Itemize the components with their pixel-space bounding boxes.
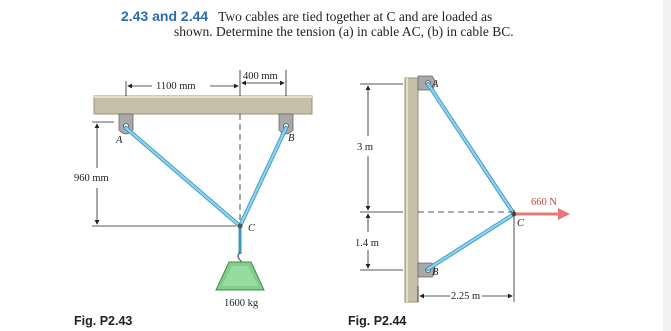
point-C-244: C — [517, 218, 525, 229]
problem-text-line2: shown. Determine the tension (a) in cable AC, (b) in cable BC. — [174, 24, 514, 39]
fig-p244-label: Fig. P2.44 — [348, 314, 407, 328]
weight-1600kg — [216, 262, 264, 290]
problem-numbers: 2.43 and 2.44 — [121, 8, 209, 24]
dim-1-4m: 1.4 m — [355, 238, 379, 249]
point-C-243: C — [248, 223, 256, 234]
point-B-244: B — [432, 267, 439, 278]
force-label: 660 N — [531, 197, 557, 208]
point-A-244: A — [432, 79, 439, 90]
ceiling-beam — [94, 96, 312, 114]
scrollbar-track[interactable] — [663, 0, 671, 331]
problem-text-line1: Two cables are tied together at C and are loaded as — [218, 9, 493, 24]
knot-C-243 — [238, 224, 243, 229]
point-A-243: A — [116, 135, 123, 146]
figure-p244 — [355, 76, 570, 302]
point-B-243: B — [288, 133, 295, 144]
dim-960mm: 960 mm — [74, 173, 109, 184]
mass-label: 1600 kg — [224, 298, 259, 309]
dim-3m: 3 m — [357, 142, 374, 153]
dim-2-25m: 2.25 m — [451, 291, 481, 302]
dim-400mm: 400 mm — [243, 71, 278, 82]
force-arrow-660N — [516, 208, 570, 220]
figure-p243 — [74, 70, 312, 309]
fig-p243-label: Fig. P2.43 — [74, 314, 133, 328]
dim-1100mm: 1100 mm — [156, 81, 196, 92]
